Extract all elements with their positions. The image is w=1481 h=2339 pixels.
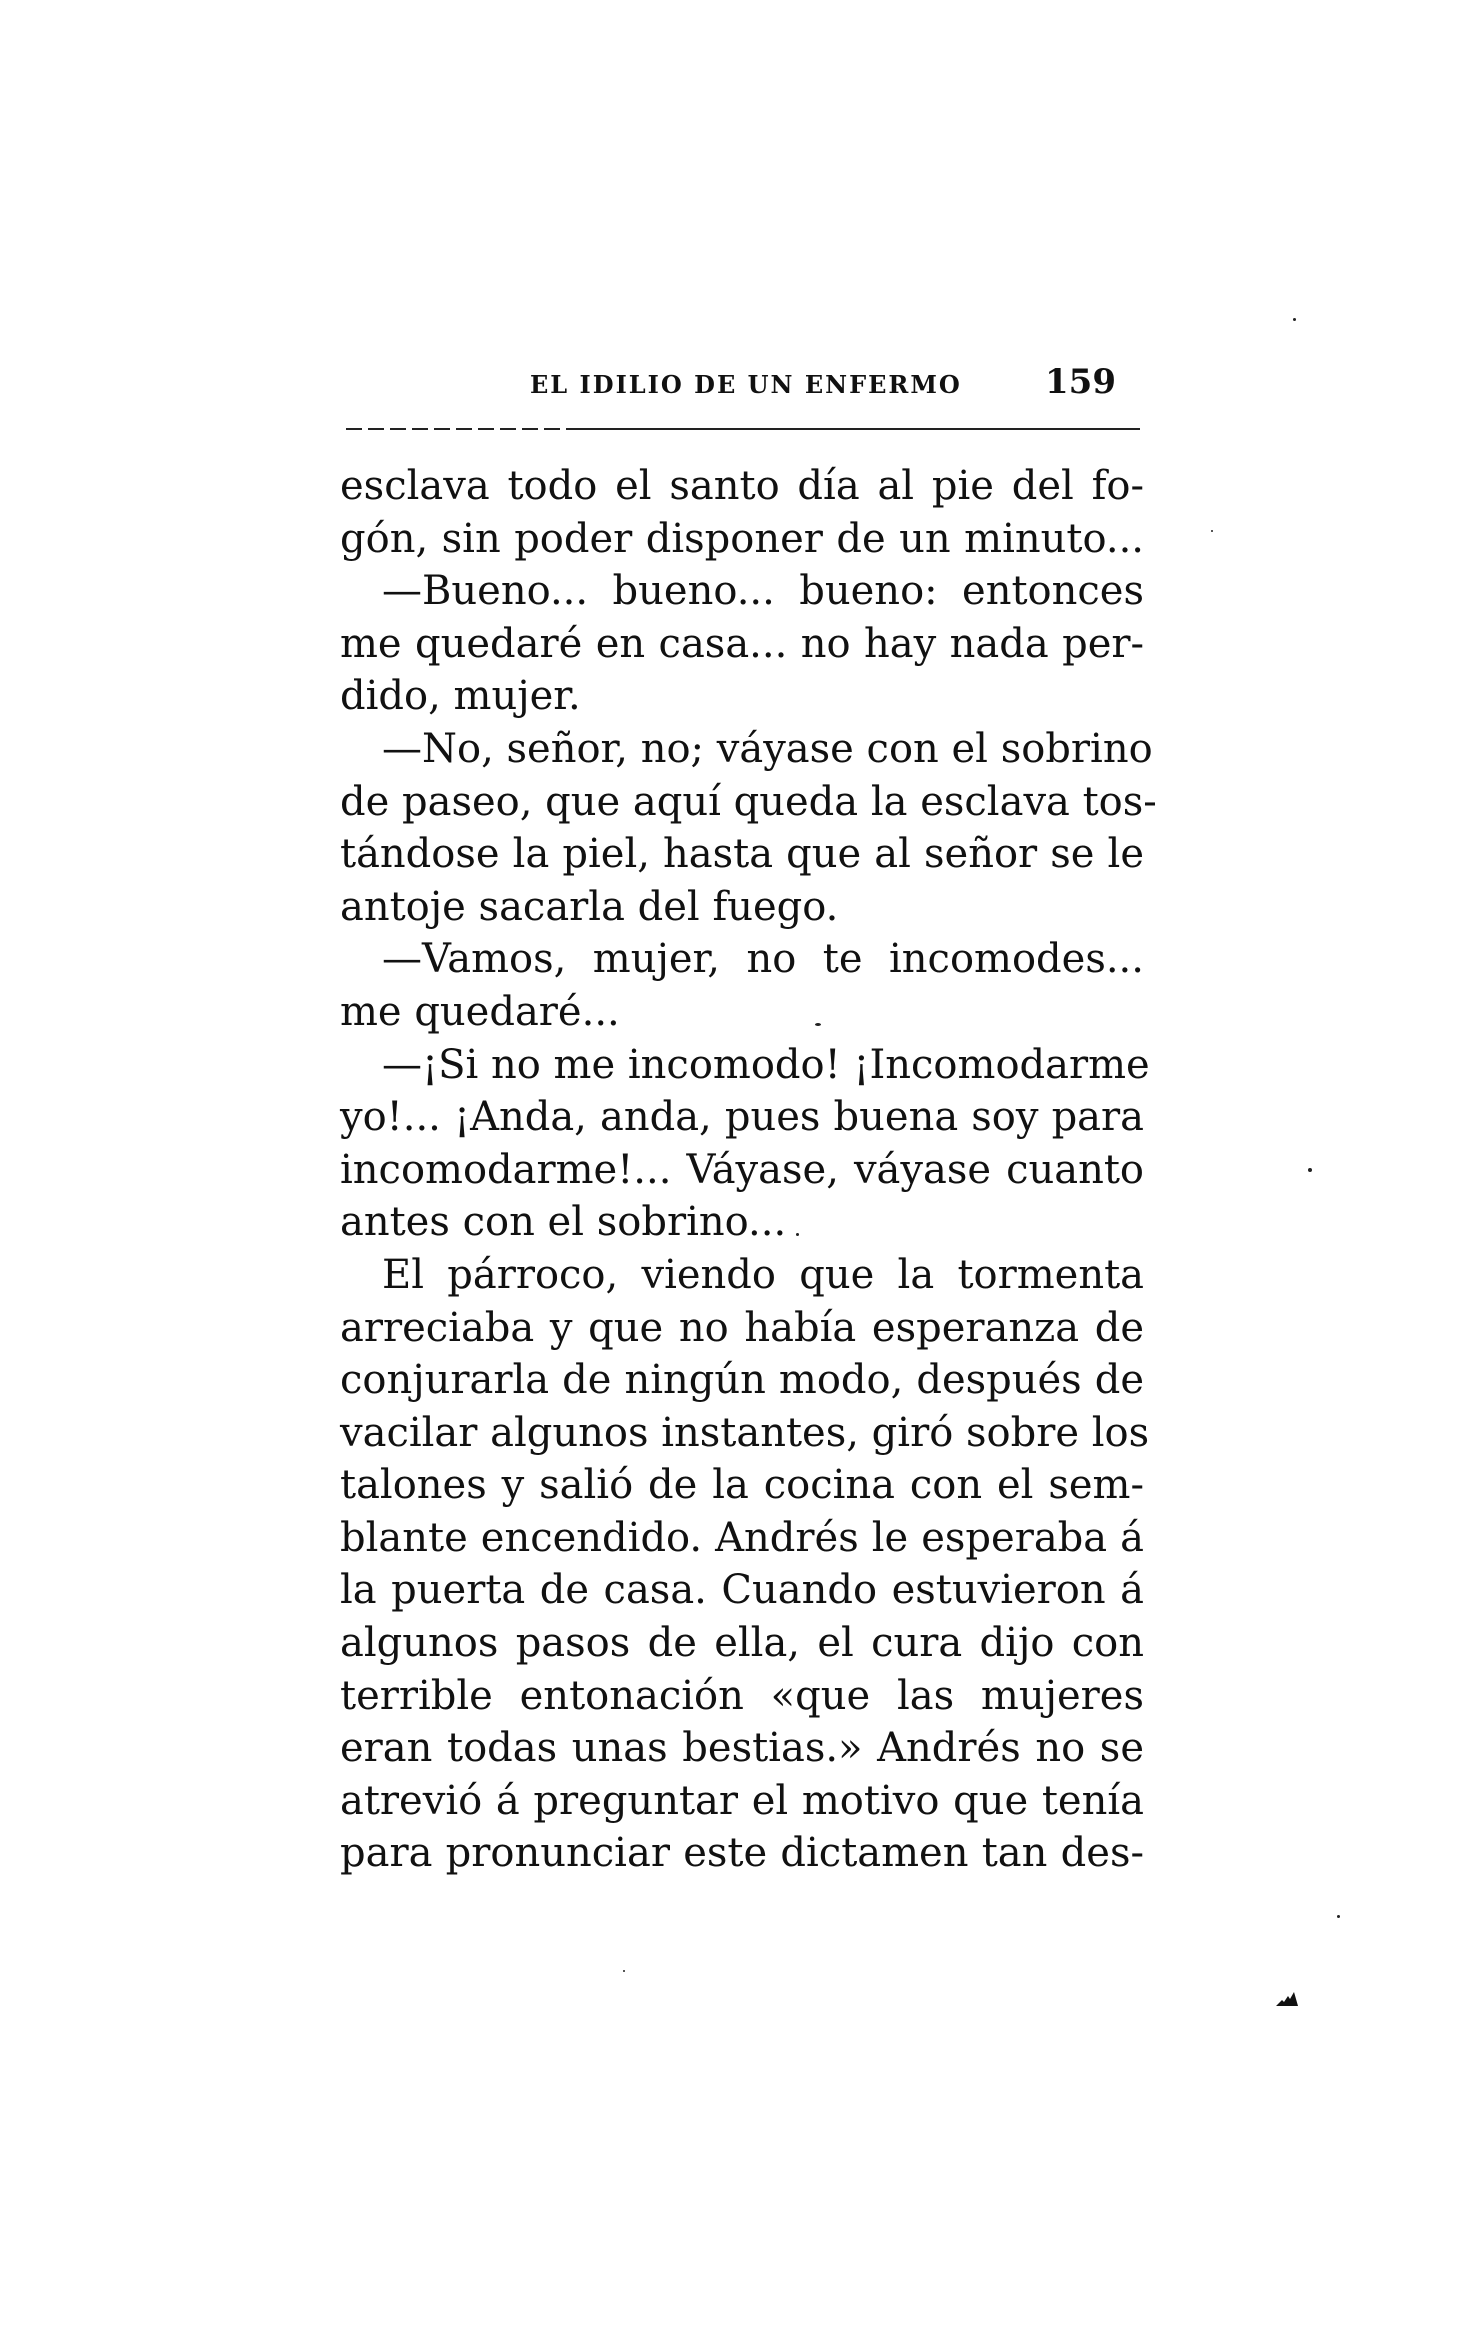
scan-speck	[1293, 318, 1296, 321]
text-line: —Bueno... bueno... bueno: entonces	[382, 568, 1144, 615]
text-line: me quedaré...	[340, 988, 620, 1035]
text-line: dido, mujer.	[340, 673, 581, 720]
text-line: algunos pasos de ella, el cura dijo con	[340, 1620, 1144, 1667]
scan-speck	[1211, 530, 1213, 532]
scan-speck	[1337, 1915, 1340, 1918]
scan-speck	[1308, 1168, 1312, 1172]
text-line: arreciaba y que no había esperanza de	[340, 1304, 1144, 1351]
running-head	[340, 362, 1140, 412]
page-number: 159	[1045, 362, 1116, 402]
scan-speck	[815, 1023, 821, 1026]
text-line: gón, sin poder disponer de un minuto...	[340, 515, 1144, 562]
text-line: me quedaré en casa... no hay nada per-	[340, 620, 1144, 667]
text-line: vacilar algunos instantes, giró sobre los	[340, 1409, 1150, 1456]
text-line: incomodarme!... Váyase, váyase cuanto	[340, 1146, 1144, 1193]
text-line: conjurarla de ningún modo, después de	[340, 1357, 1144, 1404]
scan-mark-icon	[1274, 1990, 1300, 2008]
text-line: yo!... ¡Anda, anda, pues buena soy para	[340, 1094, 1144, 1141]
text-line: atrevió á preguntar el motivo que tenía	[340, 1777, 1144, 1824]
running-title: EL IDILIO DE UN ENFERMO	[530, 370, 962, 399]
text-line: El párroco, viendo que la tormenta	[382, 1251, 1144, 1298]
text-line: antes con el sobrino...	[340, 1199, 787, 1246]
header-rule-gap	[340, 426, 580, 430]
text-line: terrible entonación «que las mujeres	[340, 1672, 1144, 1719]
body-text	[340, 460, 1157, 1880]
text-line: tándose la piel, hasta que al señor se le	[340, 831, 1144, 878]
text-line: —Vamos, mujer, no te incomodes...	[382, 936, 1144, 983]
text-line: la puerta de casa. Cuando estuvieron á	[340, 1567, 1144, 1614]
text-line: —¡Si no me incomodo! ¡Incomodarme	[382, 1041, 1150, 1088]
scan-speck	[623, 1970, 625, 1972]
text-line: esclava todo el santo día al pie del fo-	[340, 463, 1144, 509]
text-line: de paseo, que aquí queda la esclava tos-	[340, 778, 1157, 825]
scan-speck	[796, 1233, 799, 1236]
text-line: para pronunciar este dictamen tan des-	[340, 1830, 1144, 1877]
text-line: antoje sacarla del fuego.	[340, 883, 839, 930]
text-line: blante encendido. Andrés le esperaba á	[340, 1514, 1144, 1561]
text-line: eran todas unas bestias.» Andrés no se	[340, 1725, 1144, 1772]
text-line: —No, señor, no; váyase con el sobrino	[382, 725, 1153, 772]
text-line: talones y salió de la cocina con el sem-	[340, 1462, 1144, 1509]
